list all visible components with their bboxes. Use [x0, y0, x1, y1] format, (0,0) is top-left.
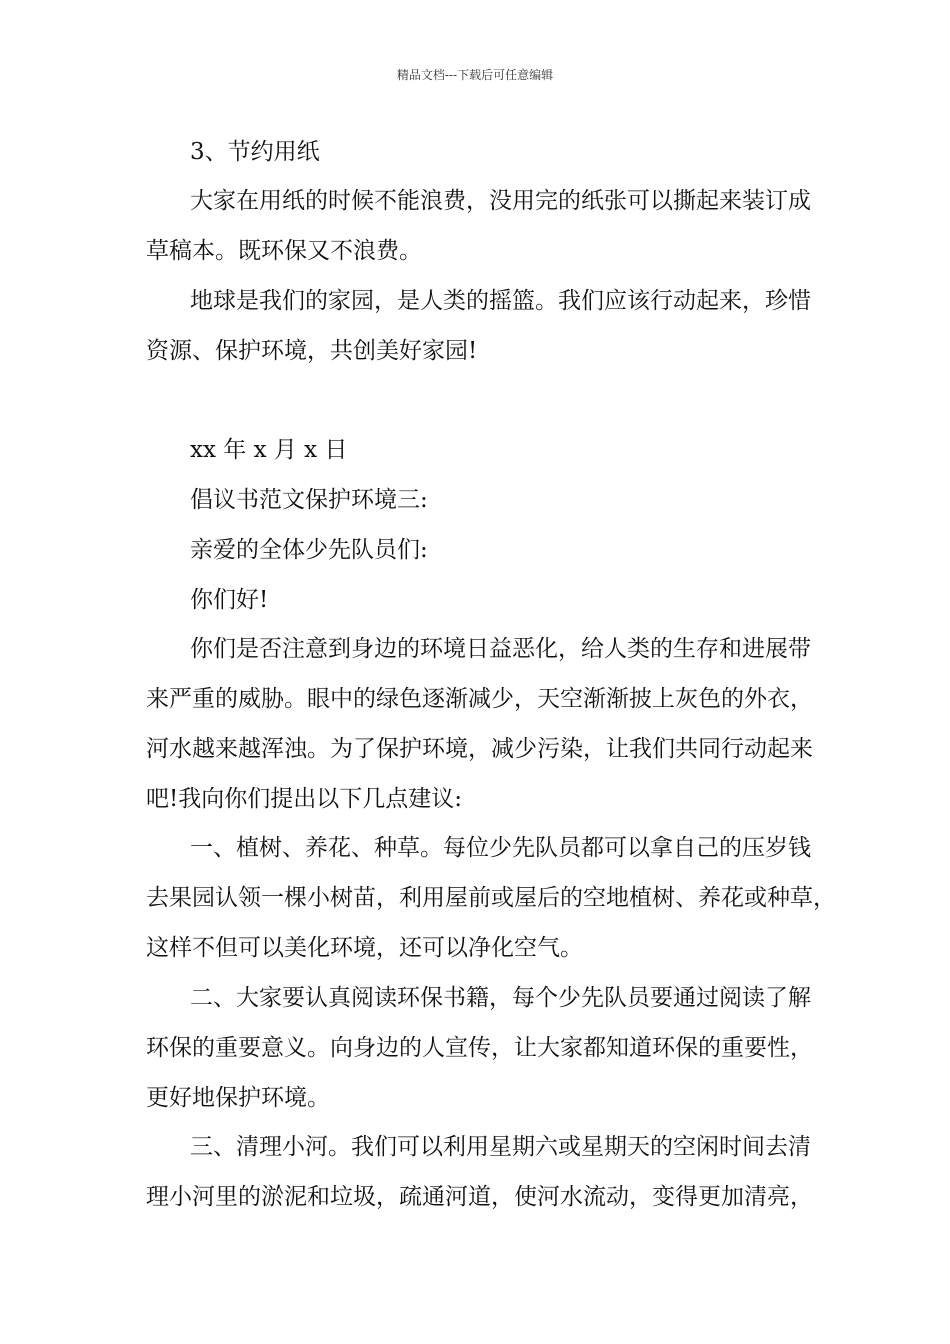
text-line: 你们是否注意到身边的环境日益恶化，给人类的生存和进展带 [190, 636, 811, 662]
greeting: 你们好! [190, 587, 269, 613]
text-line: 二、大家要认真阅读环保书籍，每个少先队员要通过阅读了解 [190, 985, 811, 1011]
section-title: 倡议书范文保护环境三: [190, 487, 428, 513]
text-line: 吧!我向你们提出以下几点建议: [146, 786, 462, 812]
salutation: 亲爱的全体少先队员们: [190, 537, 428, 563]
text-line: 大家在用纸的时候不能浪费，没用完的纸张可以撕起来装订成 [190, 188, 811, 214]
text-line: 河水越来越浑浊。为了保护环境，减少污染，让我们共同行动起来 [146, 736, 813, 762]
text-line: 更好地保护环境。 [146, 1085, 330, 1111]
page-header: 精品文档---下载后可任意编辑 [396, 68, 554, 82]
date-line: xx 年 x 月 x 日 [190, 437, 348, 463]
text-line: 资源、保护环境，共创美好家园! [146, 338, 478, 364]
text-line: 环保的重要意义。向身边的人宣传，让大家都知道环保的重要性， [146, 1035, 813, 1061]
text-line: 草稿本。既环保又不浪费。 [146, 238, 422, 264]
text-line: 地球是我们的家园，是人类的摇篮。我们应该行动起来，珍惜 [190, 288, 811, 314]
text-line: 一、植树、养花、种草。每位少先队员都可以拿自己的压岁钱 [190, 835, 811, 861]
text-line: 理小河里的淤泥和垃圾，疏通河道，使河水流动，变得更加清亮， [146, 1184, 813, 1210]
text-line: 来严重的威胁。眼中的绿色逐渐减少，天空渐渐披上灰色的外衣， [146, 686, 813, 712]
text-line: 去果园认领一棵小树苗，利用屋前或屋后的空地植树、养花或种草， [146, 885, 836, 911]
text-line: 这样不但可以美化环境，还可以净化空气。 [146, 935, 583, 961]
text-line: 三、清理小河。我们可以利用星期六或星期天的空闲时间去清 [190, 1134, 811, 1160]
text-line: 3、节约用纸 [190, 139, 320, 165]
